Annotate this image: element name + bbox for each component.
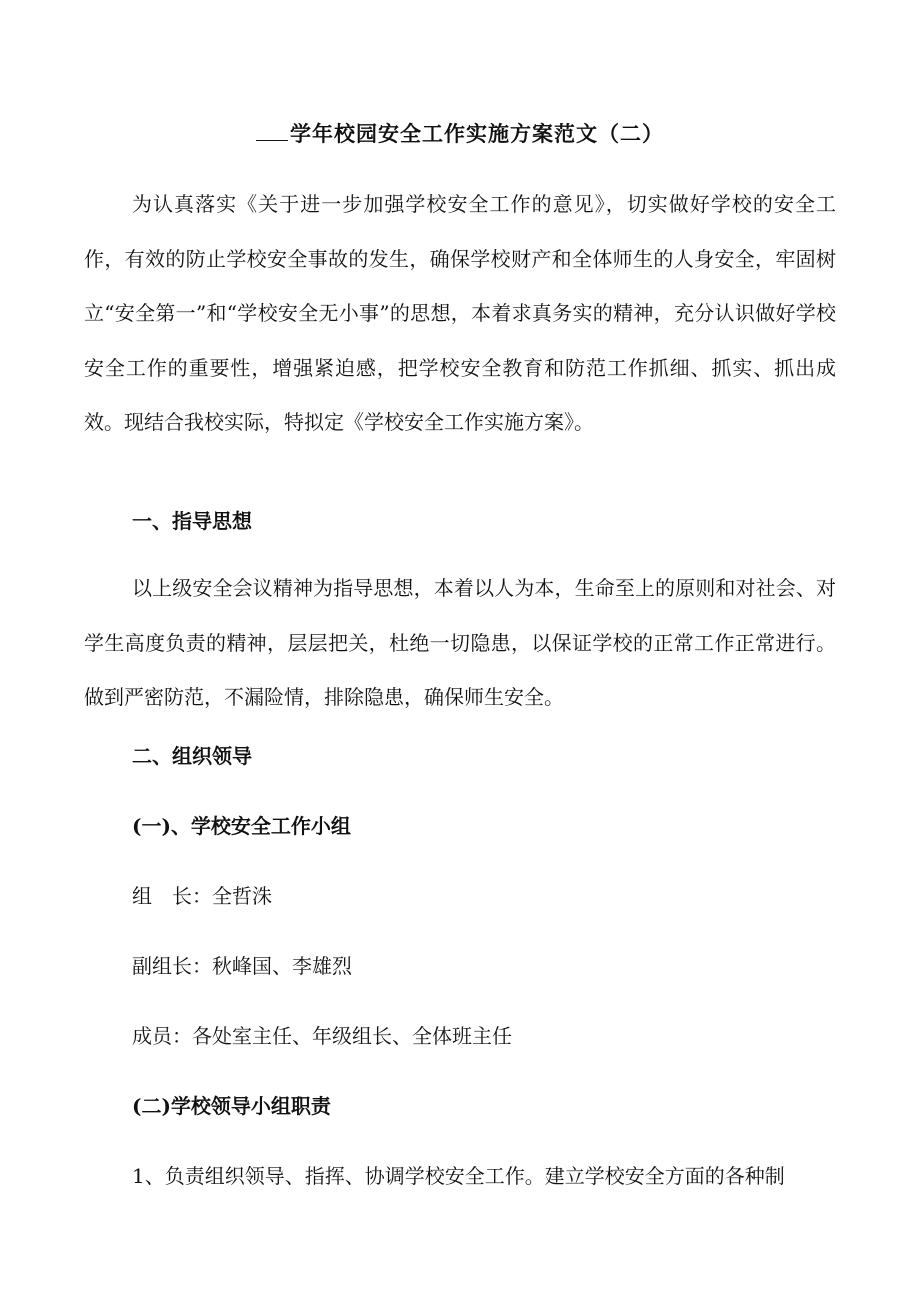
- deputy-leader-line: 副组长：秋峰国、李雄烈: [132, 954, 352, 978]
- document-title: [0, 118, 920, 148]
- section1-body: 以上级安全会议精神为指导思想，本着以人为本，生命至上的原则和对社会、对学生高度负责的精神，层层把关，杜绝一切隐患，以保证学校的正常工作正常进行。做到严密防范，不漏险情，排除隐患，确保师生安全。: [84, 576, 836, 709]
- title-text: 学年校园安全工作实施方案范文（二）: [290, 121, 664, 146]
- leader-line: 组 长：全哲洙: [132, 884, 272, 908]
- section1-heading: 一、指导思想: [132, 509, 252, 533]
- subsection2-heading: (二)学校领导小组职责: [132, 1094, 331, 1118]
- members-line: 成员：各处室主任、年级组长、全体班主任: [132, 1024, 512, 1048]
- section2-heading: 二、组织领导: [132, 744, 252, 768]
- title-blank-underline: [256, 120, 288, 141]
- intro-paragraph: 为认真落实《关于进一步加强学校安全工作的意见》，切实做好学校的安全工作，有效的防止学校安全事故的发生，确保学校财产和全体师生的人身安全，牢固树立“安全第一”和“学校安全无小事”的思想，本着求真务实的精神，充分认识做好学校安全工作的重要性，增强紧迫感，把学校安全教育和防范工作抓细、抓实、抓出成效。现结合我校实际，特拟定《学校安全工作实施方案》。: [84, 192, 836, 434]
- subsection1-heading: (一)、学校安全工作小组: [132, 814, 351, 838]
- duty-item-1: 1、负责组织领导、指挥、协调学校安全工作。建立学校安全方面的各种制: [132, 1164, 785, 1188]
